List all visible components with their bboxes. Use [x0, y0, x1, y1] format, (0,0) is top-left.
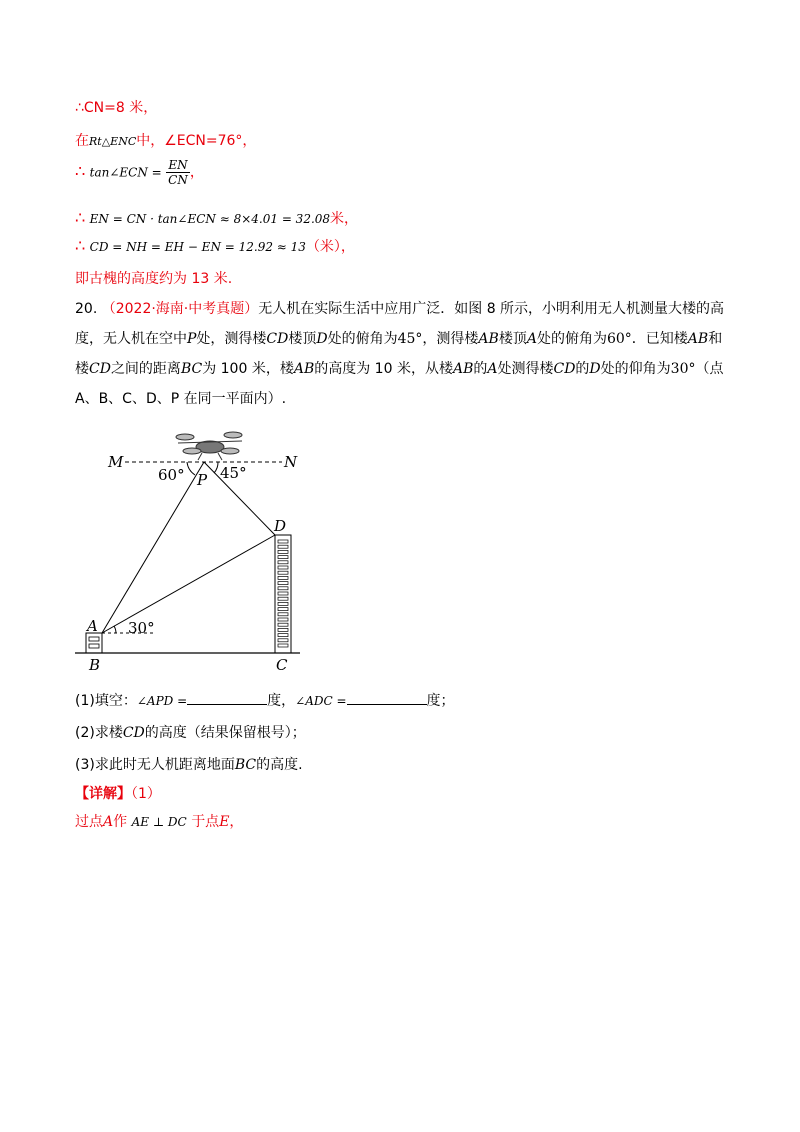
answer-blank-adc[interactable]: [347, 692, 427, 705]
geometry-figure: [70, 425, 330, 680]
line-pa: [102, 462, 204, 633]
solution-line-6: 即古槐的高度约为 13 米.: [75, 271, 233, 287]
label-b: B: [89, 656, 101, 674]
angle-label-30: 30°: [128, 619, 155, 637]
question-2: (2)求楼CD的高度（结果保留根号）；: [75, 725, 306, 741]
problem-number: 20.: [75, 301, 98, 317]
solution-line-2: 在Rt△ENC中，∠ECN=76°，: [75, 133, 257, 149]
solution-line-5: ∴ CD = NH = EH − EN = 12.92 ≈ 13（米），: [75, 236, 355, 255]
answer-heading: 【详解】（1）: [75, 786, 161, 802]
label-n: N: [284, 453, 298, 471]
problem-statement: 20. （2022·海南·中考真题）无人机在实际生活中应用广泛．如图 8 所示，小明利用无人机测量大楼的高度，无人机在空中P处，测得楼CD楼顶D处的俯角为45°，测得楼AB楼顶A处的俯角为60°．已知楼AB和楼CD之间的距离BC为 100 米，楼AB的高度为 10 米，从楼AB的A处测得楼CD的D处的仰角为30°（点 A、B、C、D、P 在同一平面内）.: [75, 301, 725, 407]
angle-arc-45: [214, 462, 218, 473]
answer-blank-apd[interactable]: [187, 692, 267, 705]
question-3: (3)求此时无人机距离地面BC的高度.: [75, 757, 303, 773]
angle-arc-30: [114, 626, 116, 633]
label-c: C: [276, 656, 288, 674]
angle-label-60: 60°: [158, 466, 185, 484]
label-m: M: [108, 453, 124, 471]
solution-line-1: ∴CN=8 米，: [75, 100, 158, 116]
building-cd: [275, 535, 291, 653]
drone-icon: [176, 432, 242, 460]
label-p: P: [197, 471, 208, 489]
label-d: D: [274, 517, 287, 535]
question-1: (1)填空：∠APD = 度，∠ADC = 度；: [75, 693, 455, 709]
angle-arc-60: [187, 462, 195, 475]
answer-line-1: 过点A作 AE ⊥ DC 于点E，: [75, 814, 244, 830]
label-a: A: [87, 617, 98, 635]
building-ab: [86, 633, 102, 653]
solution-line-3: ∴ tan∠ECN = $\frac{EN}{CN}$ ，: [75, 158, 204, 187]
angle-label-45: 45°: [220, 464, 247, 482]
solution-line-4: ∴ EN = CN · tan∠ECN ≈ 8×4.01 = 32.08米，: [75, 208, 359, 227]
fraction-en-cn: $\frac{EN}{CN}$: [168, 158, 188, 187]
problem-source: （2022·海南·中考真题）: [101, 301, 259, 317]
